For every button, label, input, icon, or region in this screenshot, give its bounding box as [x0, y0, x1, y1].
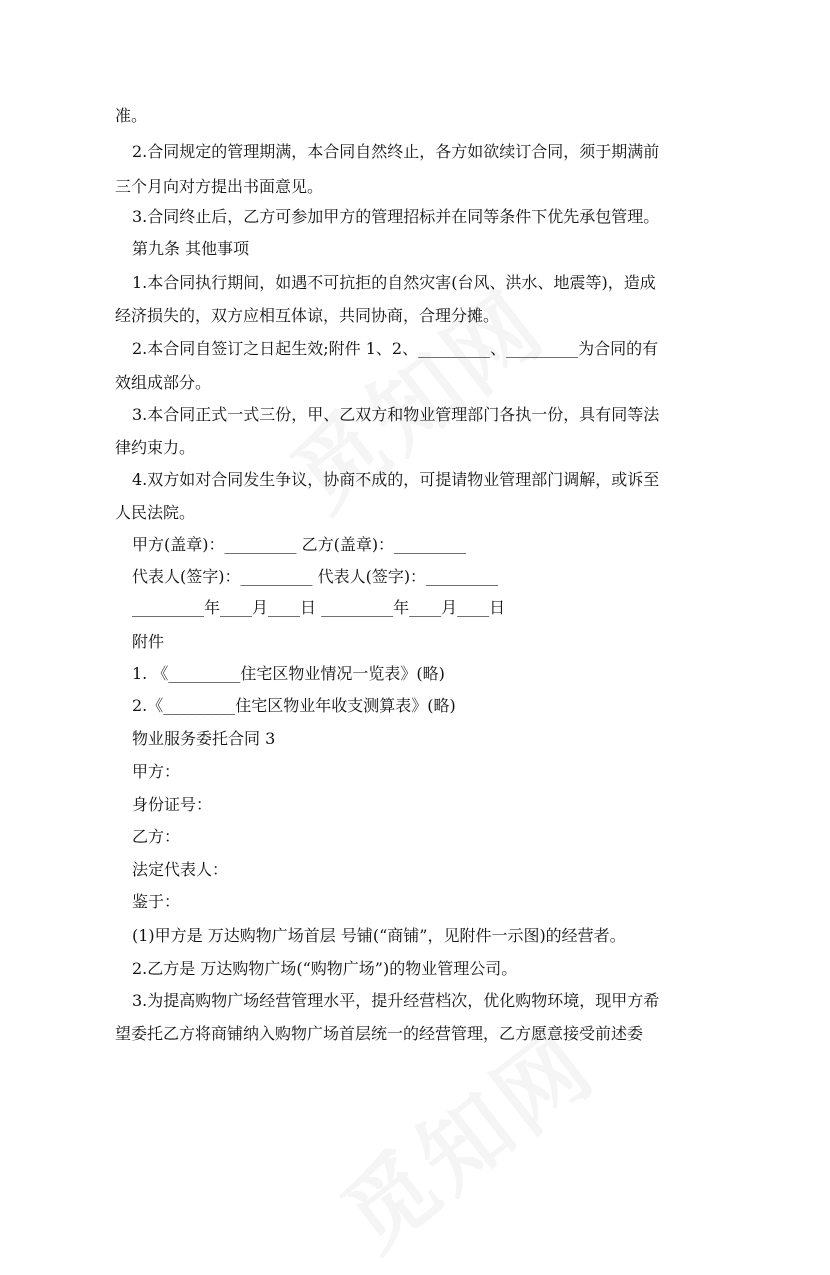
text-line: 效组成部分。 [115, 373, 212, 392]
signature-line: 代表人(签字)：_________ 代表人(签字)：_________ [132, 567, 499, 586]
watermark-text [261, 255, 568, 535]
date-line: _________年____月____日 _________年____月____日 [132, 598, 506, 617]
text-line: 三个月向对方提出书面意见。 [115, 177, 324, 196]
signature-line: 甲方(盖章)：_________ 乙方(盖章)：_________ [132, 535, 467, 554]
text-line: 4.双方如对合同发生争议，协商不成的，可提请物业管理部门调解，或诉至 [132, 470, 660, 489]
text-line: 3.合同终止后，乙方可参加甲方的管理招标并在同等条件下优先承包管理。 [132, 207, 660, 226]
text-line: 准。 [115, 106, 148, 125]
attachment-heading: 附件 [132, 632, 165, 651]
party-a-label: 甲方： [132, 762, 181, 781]
section-heading: 第九条 其他事项 [132, 239, 250, 258]
contract-title: 物业服务委托合同 3 [132, 729, 276, 748]
attachment-item: 2.《_________住宅区物业年收支测算表》(略) [132, 696, 456, 715]
party-b-label: 乙方： [132, 827, 181, 846]
text-line: (1)甲方是 万达购物广场首层 号铺(“商铺”，见附件一示图)的经营者。 [132, 926, 626, 945]
attachment-item: 1. 《_________住宅区物业情况一览表》(略) [132, 664, 445, 683]
whereas-label: 鉴于： [132, 892, 181, 911]
watermark [261, 255, 568, 535]
text-line: 经济损失的，双方应相互体谅，共同协商，合理分摊。 [115, 306, 500, 325]
text-line: 人民法院。 [115, 503, 196, 522]
id-number-label: 身份证号： [132, 795, 213, 814]
legal-representative-label: 法定代表人： [132, 860, 229, 879]
text-line: 律约束力。 [115, 438, 196, 457]
text-line: 1.本合同执行期间，如遇不可抗拒的自然灾害(台风、洪水、地震等)，造成 [132, 273, 656, 292]
text-line: 2.本合同自签订之日起生效;附件 1、2、_________、_________为合同的有 [132, 339, 659, 358]
text-line: 2.乙方是 万达购物广场(“购物广场”)的物业管理公司。 [132, 959, 518, 978]
text-line: 3.为提高购物广场经营管理水平，提升经营档次，优化购物环境，现甲方希 [132, 991, 660, 1010]
text-line: 3.本合同正式一式三份，甲、乙双方和物业管理部门各执一份，具有同等法 [132, 405, 660, 424]
text-line: 2.合同规定的管理期满，本合同自然终止，各方如欲续订合同，须于期满前 [132, 142, 660, 161]
text-line: 望委托乙方将商铺纳入购物广场首层统一的经营管理，乙方愿意接受前述委 [115, 1024, 644, 1043]
